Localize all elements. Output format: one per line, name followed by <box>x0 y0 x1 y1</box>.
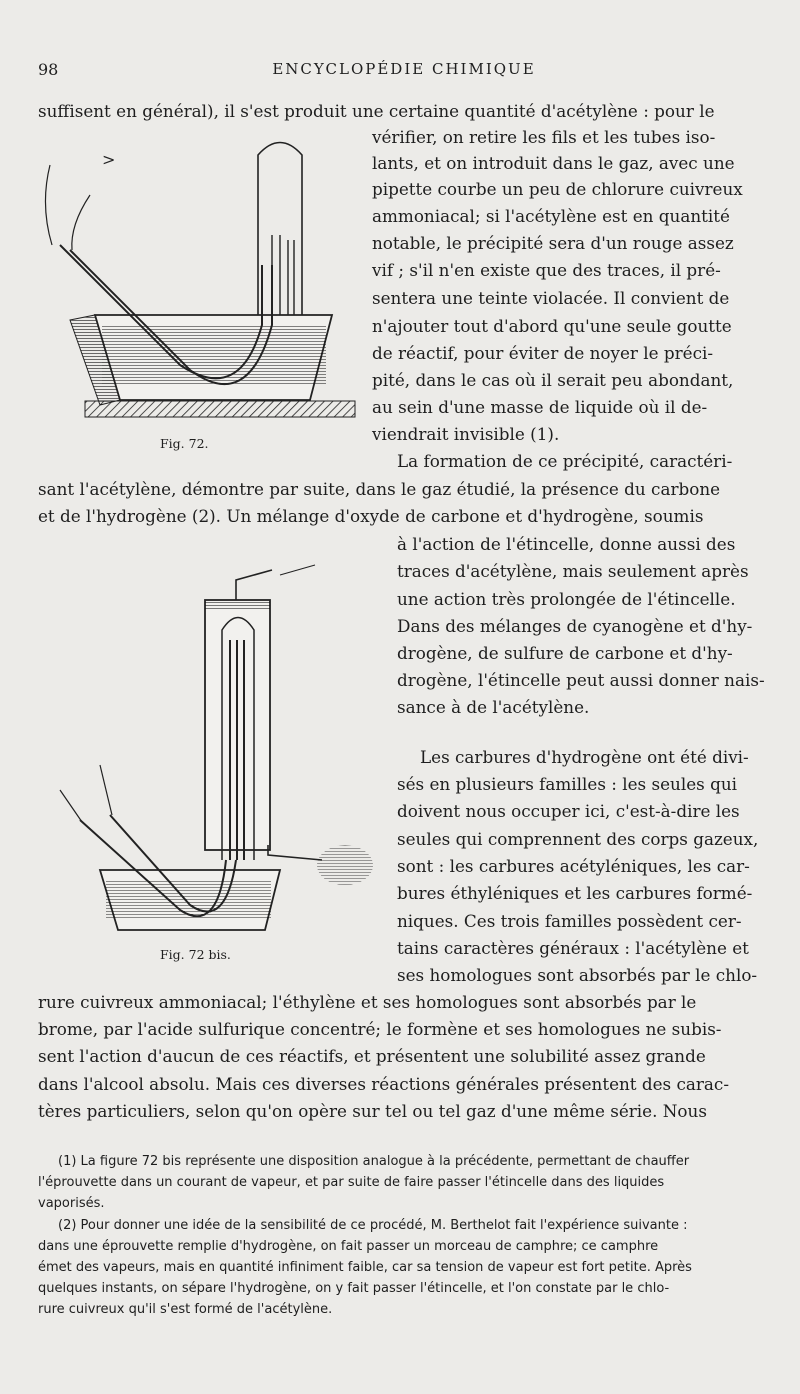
text-line: traces d'acétylène, mais seulement après <box>397 561 749 581</box>
running-title: ENCYCLOPÉDIE CHIMIQUE <box>272 60 536 78</box>
text-line: brome, par l'acide sulfurique concentré; le formène et ses homologues ne subis- <box>38 1019 722 1039</box>
text-line: pipette courbe un peu de chlorure cuivreux <box>372 179 743 199</box>
footnote-line: l'éprouvette dans un courant de vapeur, et par suite de faire passer l'étincelle dans des liquides <box>38 1175 665 1190</box>
text-line: viendrait invisible (1). <box>372 424 560 444</box>
text-line: ses homologues sont absorbés par le chlo- <box>397 965 758 985</box>
text-line: n'ajouter tout d'abord qu'une seule goutte <box>372 316 732 336</box>
text-line: vérifier, on retire les fils et les tubes iso- <box>372 127 716 147</box>
text-line: drogène, l'étincelle peut aussi donner nais- <box>397 670 765 690</box>
text-line: tains caractères généraux : l'acétylène et <box>397 938 749 958</box>
text-line: rure cuivreux ammoniacal; l'éthylène et ses homologues sont absorbés par le <box>38 992 697 1012</box>
text-line: sont : les carbures acétyléniques, les car- <box>397 856 750 876</box>
text-line: bures éthyléniques et les carbures formé- <box>397 883 753 903</box>
page-header <box>38 60 770 84</box>
text-line: La formation de ce précipité, caractéri- <box>397 451 733 471</box>
figure-72-bis-illustration <box>40 560 380 940</box>
page-number: 98 <box>38 60 59 79</box>
text-line: pité, dans le cas où il serait peu abondant, <box>372 370 734 390</box>
figure-72-caption: Fig. 72. <box>160 436 209 451</box>
text-line: drogène, de sulfure de carbone et d'hy- <box>397 643 733 663</box>
svg-text:>: > <box>102 150 116 169</box>
text-line: sent l'action d'aucun de ces réactifs, et présentent une solubilité assez grande <box>38 1046 706 1066</box>
text-line: Dans des mélanges de cyanogène et d'hy- <box>397 616 753 636</box>
text-line: au sein d'une masse de liquide où il de- <box>372 397 708 417</box>
text-line: dans l'alcool absolu. Mais ces diverses réactions générales présentent des carac- <box>38 1074 730 1094</box>
footnote-line: (2) Pour donner une idée de la sensibilité de ce procédé, M. Berthelot fait l'expérience suivante : <box>58 1218 688 1233</box>
text-line: à l'action de l'étincelle, donne aussi des <box>397 534 736 554</box>
text-line: seules qui comprennent des corps gazeux, <box>397 829 759 849</box>
figure-72-bis-caption: Fig. 72 bis. <box>160 947 231 962</box>
footnote-line: vaporisés. <box>38 1196 105 1211</box>
text-line: sés en plusieurs familles : les seules qui <box>397 774 738 794</box>
text-line: doivent nous occuper ici, c'est-à-dire les <box>397 801 740 821</box>
footnote-line: émet des vapeurs, mais en quantité infiniment faible, car sa tension de vapeur est fort petite. Après <box>38 1260 692 1275</box>
text-line: sance à de l'acétylène. <box>397 697 590 717</box>
text-line: tères particuliers, selon qu'on opère sur tel ou tel gaz d'une même série. Nous <box>38 1101 707 1121</box>
text-line: lants, et on introduit dans le gaz, avec une <box>372 153 735 173</box>
footnote-line: rure cuivreux qu'il s'est formé de l'acétylène. <box>38 1302 333 1317</box>
text-line: sentera une teinte violacée. Il convient de <box>372 288 730 308</box>
footnote-line: (1) La figure 72 bis représente une disposition analogue à la précédente, permettant de chauffer <box>58 1154 690 1169</box>
text-line: de réactif, pour éviter de noyer le préci- <box>372 343 714 363</box>
text-line: et de l'hydrogène (2). Un mélange d'oxyde de carbone et d'hydrogène, soumis <box>38 506 704 526</box>
text-line: Les carbures d'hydrogène ont été divi- <box>420 747 749 767</box>
footnote-line: quelques instants, on sépare l'hydrogène, on y fait passer l'étincelle, et l'on constate par le chlo- <box>38 1281 670 1296</box>
footnote-line: dans une éprouvette remplie d'hydrogène, on fait passer un morceau de camphre; ce camphre <box>38 1239 659 1254</box>
text-line: ammoniacal; si l'acétylène est en quantité <box>372 206 730 226</box>
text-line: niques. Ces trois familles possèdent cer- <box>397 911 742 931</box>
figure-72-illustration <box>40 125 360 425</box>
text-line: vif ; s'il n'en existe que des traces, il pré- <box>372 260 721 280</box>
text-line: une action très prolongée de l'étincelle. <box>397 589 736 609</box>
text-line: sant l'acétylène, démontre par suite, dans le gaz étudié, la présence du carbone <box>38 479 721 499</box>
text-line: notable, le précipité sera d'un rouge assez <box>372 233 734 253</box>
text-line: suffisent en général), il s'est produit une certaine quantité d'acétylène : pour le <box>38 101 715 121</box>
